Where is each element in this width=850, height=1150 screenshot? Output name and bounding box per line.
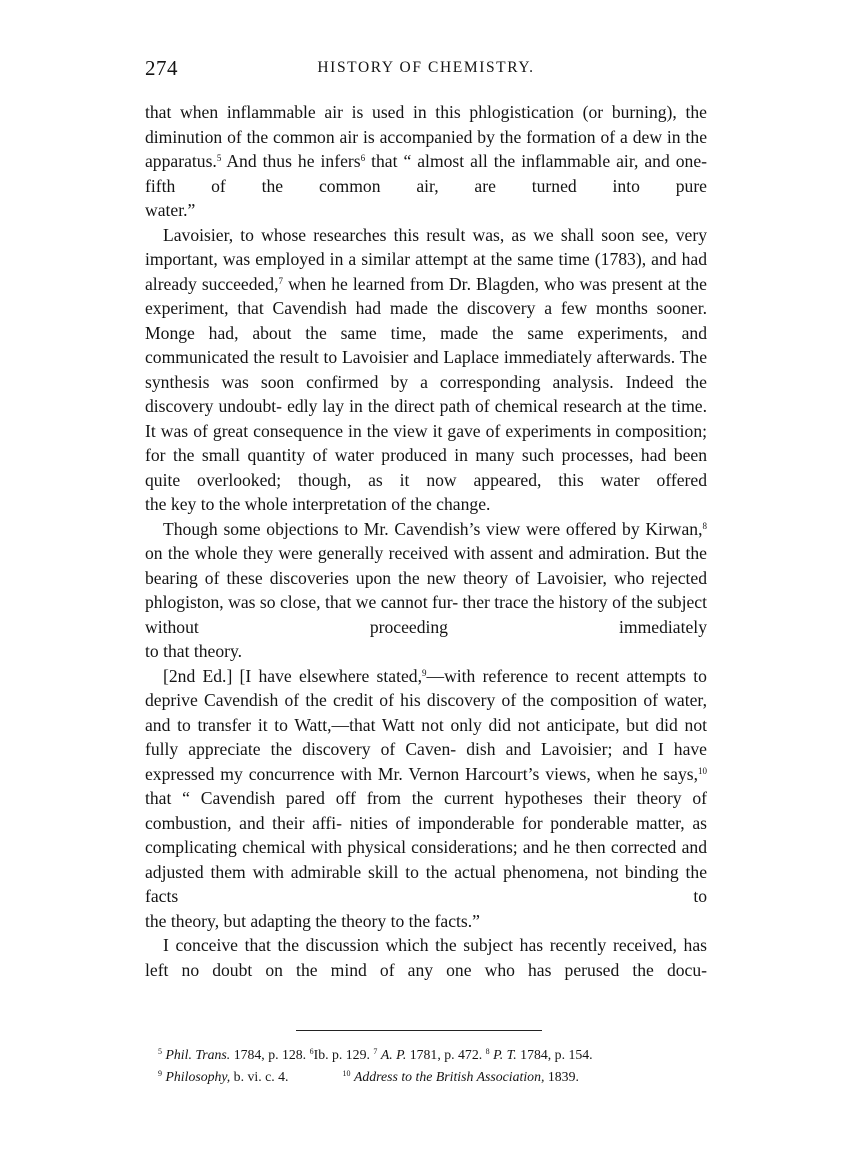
paragraph-1-end: water.” [145, 200, 196, 220]
footnote-line-1 [158, 1044, 710, 1066]
footnote-ref-8: 8 [702, 520, 708, 531]
footnote-ref-5: 5 [216, 153, 222, 163]
body-text [145, 100, 707, 982]
running-head [145, 56, 707, 86]
footnote-9-ref: b. vi. c. 4. [230, 1069, 289, 1084]
paragraph-2: Lavoisier, to whose researches this result was, as we shall soon see, very important, was employed in a similar attempt at the same time (1783), and had already succeeded,$^7$ when he learned from Dr. Blagden, who was present at the experiment, that Cavendish had made the discovery a few months sooner. Monge had, about the same time, made the same experiments, and communicated the result to Lavoisier and Laplace immediately afterwards. The synthesis was soon confirmed by a corresponding analysis. Indeed the discovery undoubt- edly lay in the direct path of chemical research at the time. It was of great consequence in the view it gave of experiments in composition; for the small quantity of water produced in many such processes, had been quite overlooked; though, as it now appeared, this water offered [145, 224, 708, 490]
footnotes [158, 1044, 710, 1088]
footnote-9-title: Philosophy, [165, 1069, 231, 1084]
paragraph-3-end: to that theory. [145, 641, 243, 661]
page-number: 274 [145, 56, 178, 80]
footnote-7-ref: 1781, p. 472. [406, 1047, 483, 1062]
footnote-5-title: Phil. Trans. [165, 1047, 231, 1062]
footnote-mark-5: 5 [158, 1047, 162, 1056]
footnote-8-title: P. T. [493, 1047, 517, 1062]
footnote-mark-7: 7 [373, 1047, 378, 1056]
footnote-line-2 [158, 1066, 710, 1088]
footnote-10-title: Address to the British Association, [353, 1069, 545, 1084]
footnote-10-ref: 1839. [544, 1069, 579, 1084]
footnote-8-ref: 1784, p. 154. [516, 1047, 593, 1062]
footnote-rule [296, 1030, 542, 1031]
footnote-mark-6: 6 [309, 1047, 314, 1056]
paragraph-3: Though some objections to Mr. Cavendish’s view were offered by Kirwan,$^8$ on the whole they were generally received with assent and admiration. But the bearing of these discoveries upon the new theory of Lavoisier, who rejected phlogiston, was so close, that we cannot fur- ther trace the history of the subject without proceeding immediately [145, 518, 708, 637]
footnote-ref-6: 6 [360, 153, 366, 163]
paragraph-2-end: the key to the whole interpretation of the change. [145, 494, 491, 514]
footnote-ref-9: 9 [421, 667, 427, 678]
footnote-ref-10: 10 [698, 765, 707, 776]
footnote-5-ref: 1784, p. 128. [230, 1047, 307, 1062]
footnote-mark-10: 10 [342, 1069, 351, 1078]
footnote-7-title: A. P. [380, 1047, 407, 1062]
paragraph-1: that when inflammable air is used in this phlogistication (or burning), the diminution of the common air is accompanied by the formation of a dew in the apparatus.$^5$ And thus he infers$^6$ that “ almost all the inflammable air, and one-fifth of the common air, are turned into pure [145, 102, 708, 196]
footnote-6-ref: Ib. p. 129. [313, 1047, 370, 1062]
running-title: HISTORY OF CHEMISTRY. [317, 59, 535, 76]
paragraph-5: I conceive that the discussion which the subject has recently received, has left no doubt on the mind of any one who has perused the docu- [145, 935, 707, 980]
footnote-ref-7: 7 [278, 275, 284, 286]
footnote-mark-9: 9 [158, 1069, 162, 1078]
paragraph-4-end: the theory, but adapting the theory to the facts.” [145, 910, 480, 931]
footnote-mark-8: 8 [485, 1047, 490, 1056]
paragraph-4: [2nd Ed.] [I have elsewhere stated,$^9$—with reference to recent attempts to deprive Cavendish of the credit of his discovery of the composition of water, and to transfer it to Watt,—that Watt not only did not anticipate, but did not fully appreciate the discovery of Caven- dish and Lavoisier; and I have expressed my concurrence with Mr. Vernon Harcourt’s views, when he says,$^{10}$ that “ Cavendish pared off from the current hypotheses their theory of combustion, and their affi- nities of imponderable for ponderable matter, as complicating chemical with physical considerations; and he then corrected and adjusted them with admirable skill to the actual phenomena, not binding the facts to [145, 665, 708, 906]
